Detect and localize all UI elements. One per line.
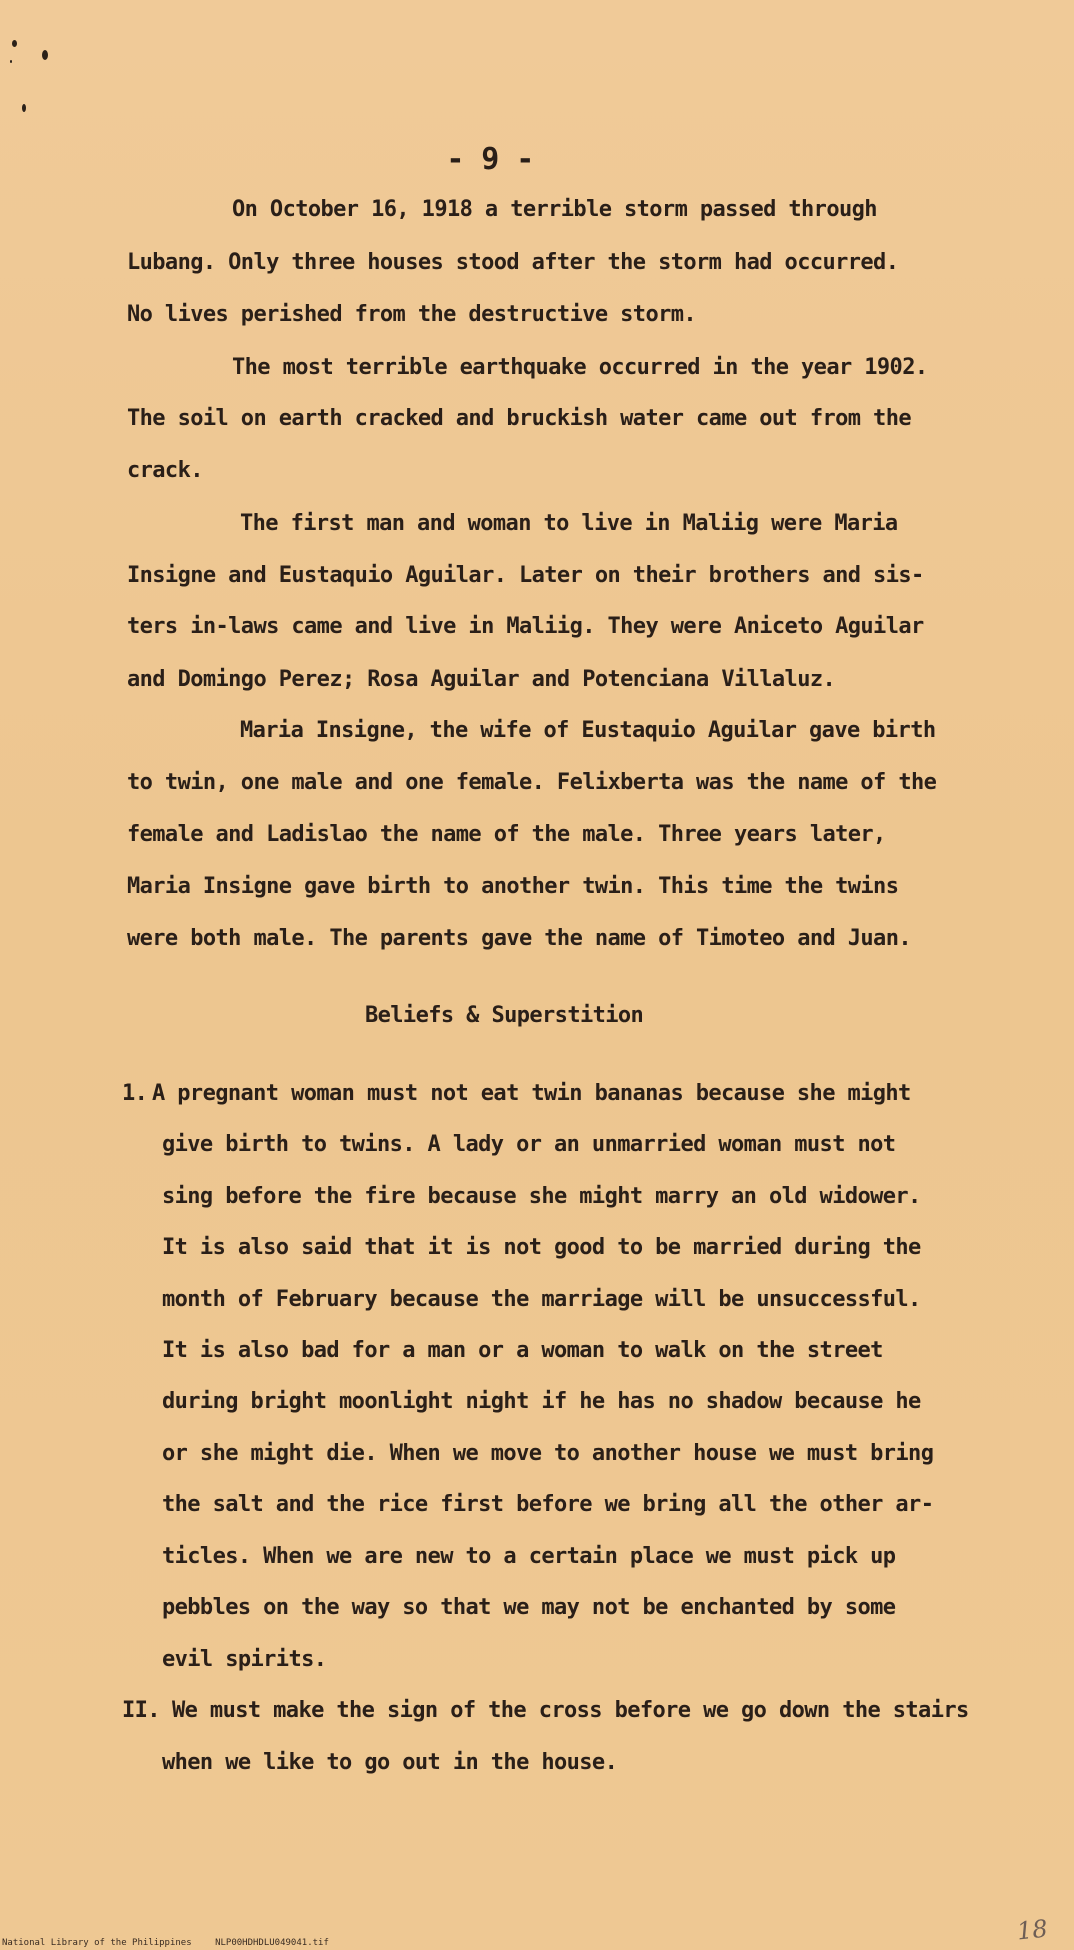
list-item-number: II. (122, 1698, 160, 1723)
text-line: The soil on earth cracked and bruckish water came out from the (127, 406, 911, 431)
text-line: Lubang. Only three houses stood after the storm had occurred. (127, 250, 899, 275)
text-line: and Domingo Perez; Rosa Aguilar and Potenciana Villaluz. (127, 667, 836, 692)
text-line: Maria Insigne gave birth to another twin. This time the twins (127, 874, 899, 899)
scan-footer (2, 1938, 347, 1948)
text-line: The most terrible earthquake occurred in the year 1902. (232, 355, 928, 380)
text-line: A pregnant woman must not eat twin bananas because she might (152, 1081, 911, 1106)
text-line: evil spirits. (162, 1647, 327, 1672)
ink-speck (22, 104, 26, 112)
text-line: when we like to go out in the house. (162, 1750, 618, 1775)
ink-speck (10, 60, 12, 63)
text-line: month of February because the marriage will be unsuccessful. (162, 1287, 921, 1312)
text-line: It is also said that it is not good to be married during the (162, 1235, 921, 1260)
text-line: to twin, one male and one female. Felixberta was the name of the (127, 770, 937, 795)
text-line: during bright moonlight night if he has no shadow because he (162, 1389, 921, 1414)
text-line: We must make the sign of the cross before we go down the stairs (172, 1698, 969, 1723)
text-line: pebbles on the way so that we may not be enchanted by some (162, 1595, 896, 1620)
text-line: crack. (127, 458, 203, 483)
section-heading: Beliefs & Superstition (365, 1003, 644, 1028)
text-line: give birth to twins. A lady or an unmarried woman must not (162, 1132, 896, 1157)
footer-file-id: NLP00HDHDLU049041.tif (215, 1938, 329, 1948)
text-line: were both male. The parents gave the name of Timoteo and Juan. (127, 926, 911, 951)
text-line: the salt and the rice first before we bring all the other ar- (162, 1492, 934, 1517)
pencil-page-mark: 18 (1016, 1914, 1050, 1946)
text-line: ters in-laws came and live in Maliig. They were Aniceto Aguilar (127, 614, 924, 639)
ink-speck (12, 40, 17, 47)
text-line: sing before the fire because she might marry an old widower. (162, 1184, 921, 1209)
text-line: ticles. When we are new to a certain place we must pick up (162, 1544, 896, 1569)
text-line: It is also bad for a man or a woman to walk on the street (162, 1338, 883, 1363)
page-number: - 9 - (446, 142, 534, 177)
text-line: female and Ladislao the name of the male. Three years later, (127, 822, 886, 847)
text-line: The first man and woman to live in Maliig were Maria (240, 511, 898, 536)
text-line: No lives perished from the destructive storm. (127, 302, 697, 327)
text-line: On October 16, 1918 a terrible storm passed through (232, 197, 877, 222)
text-line: Insigne and Eustaquio Aguilar. Later on their brothers and sis- (127, 563, 924, 588)
ink-speck (42, 50, 48, 60)
text-line: or she might die. When we move to another house we must bring (162, 1441, 934, 1466)
text-line: Maria Insigne, the wife of Eustaquio Aguilar gave birth (240, 718, 936, 743)
list-item-number: 1. (122, 1081, 148, 1106)
footer-library: National Library of the Philippines (2, 1938, 192, 1948)
